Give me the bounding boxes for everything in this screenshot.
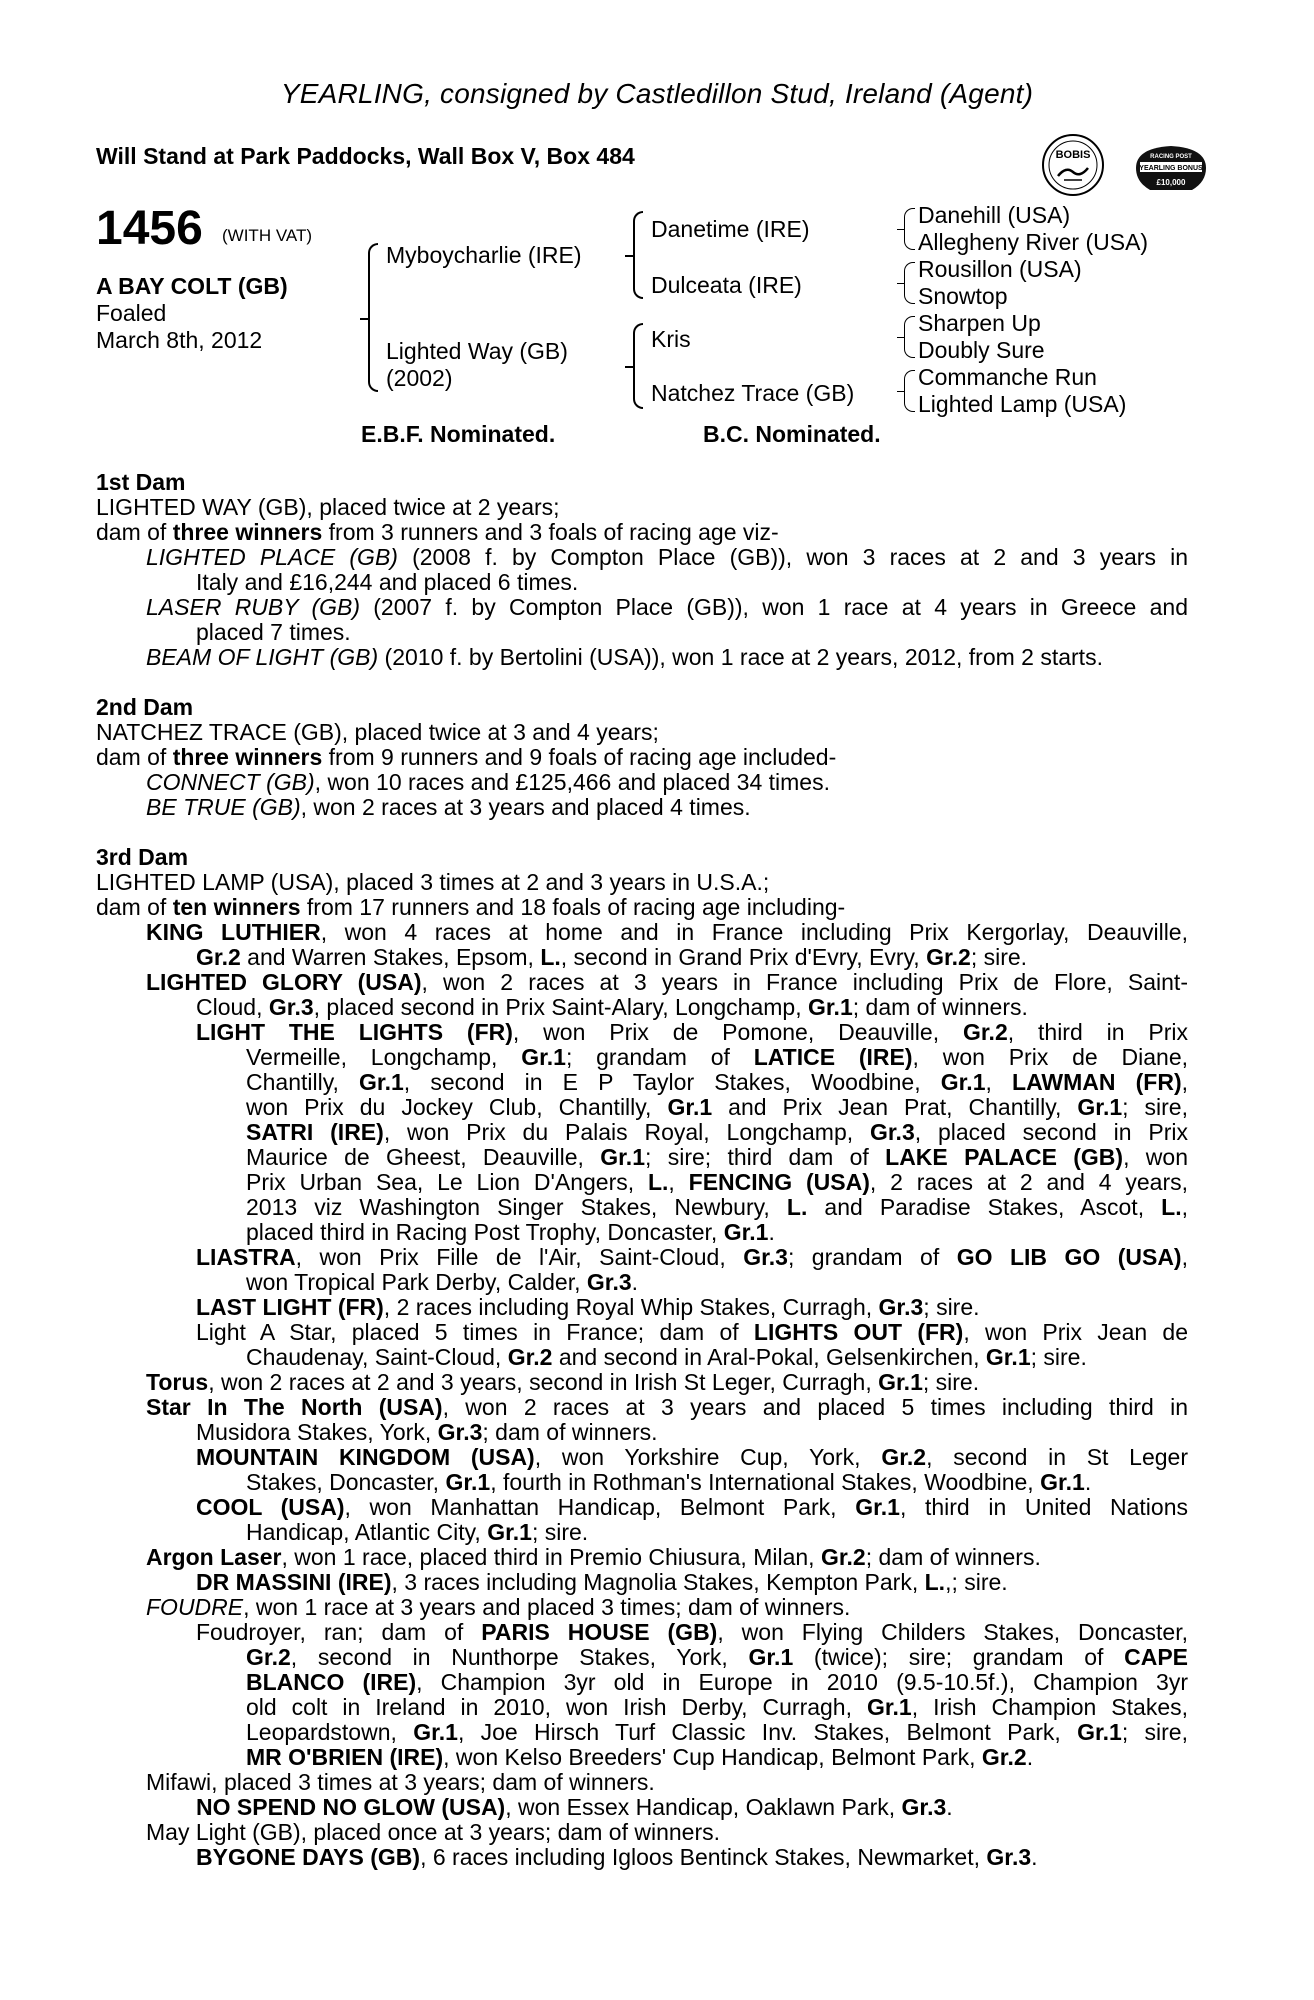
offspring-line: won Tropical Park Derby, Calder, Gr.3. (246, 1269, 639, 1295)
offspring-line: Chaudenay, Saint-Cloud, Gr.2 and second in Aral-Pokal, Gelsenkirchen, Gr.1; sire. (246, 1344, 1087, 1370)
first-dam-line: LIGHTED WAY (GB), placed twice at 2 years; (96, 494, 560, 520)
offspring-line: COOL (USA), won Manhattan Handicap, Belmont Park, Gr.1, third in United Nations (196, 1494, 1188, 1520)
g3-item: Snowtop (918, 283, 1008, 309)
bobis-text: BOBIS (1055, 149, 1091, 161)
offspring-line: Leopardstown, Gr.1, Joe Hirsch Turf Classic Inv. Stakes, Belmont Park, Gr.1; sire, (246, 1719, 1188, 1745)
sire-dam-brace (368, 243, 378, 392)
g3-item: Allegheny River (USA) (918, 229, 1149, 255)
sire: Myboycharlie (IRE) (386, 242, 582, 268)
offspring-line: Italy and £16,244 and placed 6 times. (196, 569, 579, 595)
g3-item: Danehill (USA) (918, 202, 1071, 228)
offspring-line: NO SPEND NO GLOW (USA), won Essex Handicap, Oaklawn Park, Gr.3. (196, 1794, 953, 1820)
g3-brace-2 (904, 262, 915, 304)
vat-note: (WITH VAT) (222, 226, 313, 245)
offspring-line: SATRI (IRE), won Prix du Palais Royal, Longchamp, Gr.3, placed second in Prix (246, 1119, 1189, 1145)
g3-item: Sharpen Up (918, 310, 1041, 336)
page-title: YEARLING, consigned by Castledillon Stud, Ireland (Agent) (280, 78, 1034, 109)
offspring-line: BLANCO (IRE), Champion 3yr old in Europe in 2010 (9.5-10.5f.), Champion 3yr (246, 1669, 1188, 1695)
offspring-line: LASER RUBY (GB) (2007 f. by Compton Place (GB)), won 1 race at 4 years in Greece and (146, 594, 1188, 620)
foaled-label: Foaled (96, 300, 167, 326)
offspring-line: Maurice de Gheest, Deauville, Gr.1; sire; third dam of LAKE PALACE (GB), won (246, 1144, 1188, 1170)
offspring-line: Musidora Stakes, York, Gr.3; dam of winners. (196, 1419, 658, 1445)
yearling-bonus-text: YEARLING BONUS (1139, 165, 1203, 172)
dam-sire: Kris (651, 326, 691, 352)
dam-year: (2002) (386, 365, 453, 391)
offspring-line: Handicap, Atlantic City, Gr.1; sire. (246, 1519, 589, 1545)
offspring-line: MR O'BRIEN (IRE), won Kelso Breeders' Cup Handicap, Belmont Park, Gr.2. (246, 1744, 1034, 1770)
g3-item: Lighted Lamp (USA) (918, 391, 1127, 417)
offspring-line: BYGONE DAYS (GB), 6 races including Igloos Bentinck Stakes, Newmarket, Gr.3. (196, 1844, 1038, 1870)
offspring-line: MOUNTAIN KINGDOM (USA), won Yorkshire Cup, York, Gr.2, second in St Leger (196, 1444, 1189, 1470)
dam-brace (633, 323, 643, 409)
sire-dam: Dulceata (IRE) (651, 272, 802, 298)
first-dam-line: dam of three winners from 3 runners and 3 foals of racing age viz- (96, 519, 779, 545)
g3-item: Doubly Sure (918, 337, 1045, 363)
g3-brace-3 (904, 316, 915, 358)
offspring-line: Vermeille, Longchamp, Gr.1; grandam of LATICE (IRE), won Prix de Diane, (246, 1044, 1188, 1070)
offspring-line: 2013 viz Washington Singer Stakes, Newbury, L. and Paradise Stakes, Ascot, L., (246, 1194, 1188, 1220)
yearling-bonus-logo-icon (1132, 138, 1210, 198)
offspring-line: Chantilly, Gr.1, second in E P Taylor Stakes, Woodbine, Gr.1, LAWMAN (FR), (246, 1069, 1189, 1095)
offspring-line: BEAM OF LIGHT (GB) (2010 f. by Bertolini (USA)), won 1 race at 2 years, 2012, from 2 starts. (146, 644, 1103, 670)
lot-number: 1456 (96, 202, 203, 255)
offspring-line: placed 7 times. (196, 619, 351, 645)
horse-name: A BAY COLT (GB) (96, 273, 288, 299)
offspring-line: old colt in Ireland in 2010, won Irish Derby, Curragh, Gr.1, Irish Champion Stakes, (246, 1694, 1189, 1720)
second-dam-heading: 2nd Dam (96, 694, 194, 720)
sire-brace (633, 211, 643, 299)
offspring-line: LIGHTED PLACE (GB) (2008 f. by Compton Place (GB)), won 3 races at 2 and 3 years in (146, 544, 1189, 570)
offspring-line: Gr.2 and Warren Stakes, Epsom, L., second in Grand Prix d'Evry, Evry, Gr.2; sire. (196, 944, 1028, 970)
dam-dam: Natchez Trace (GB) (651, 380, 855, 406)
offspring-line: LIGHT THE LIGHTS (FR), won Prix de Pomone, Deauville, Gr.2, third in Prix (196, 1019, 1189, 1045)
g3-item: Rousillon (USA) (918, 256, 1082, 282)
offspring-line: Cloud, Gr.3, placed second in Prix Saint-Alary, Longchamp, Gr.1; dam of winners. (196, 994, 1028, 1020)
offspring-line: Foudroyer, ran; dam of PARIS HOUSE (GB), won Flying Childers Stakes, Doncaster, (196, 1619, 1188, 1645)
third-dam-line: dam of ten winners from 17 runners and 18 foals of racing age including- (96, 894, 846, 920)
sire-sire: Danetime (IRE) (651, 216, 810, 242)
third-dam-heading: 3rd Dam (96, 844, 189, 870)
offspring-line: Mifawi, placed 3 times at 3 years; dam of winners. (146, 1769, 655, 1795)
offspring-line: DR MASSINI (IRE), 3 races including Magnolia Stakes, Kempton Park, L.,; sire. (196, 1569, 1008, 1595)
offspring-line: KING LUTHIER, won 4 races at home and in France including Prix Kergorlay, Deauville, (146, 919, 1188, 945)
stand-location: Will Stand at Park Paddocks, Wall Box V, Box 484 (96, 143, 635, 169)
offspring-line: Light A Star, placed 5 times in France; dam of LIGHTS OUT (FR), won Prix Jean de (196, 1319, 1189, 1345)
foaled-date: March 8th, 2012 (96, 327, 263, 353)
bonus-amount-text: £10,000 (1156, 178, 1186, 187)
offspring-line: Torus, won 2 races at 2 and 3 years, second in Irish St Leger, Curragh, Gr.1; sire. (146, 1369, 980, 1395)
offspring-line: LIASTRA, won Prix Fille de l'Air, Saint-Cloud, Gr.3; grandam of GO LIB GO (USA), (196, 1244, 1188, 1270)
offspring-line: Star In The North (USA), won 2 races at 3 years and placed 5 times including third in (146, 1394, 1188, 1420)
second-dam-line: NATCHEZ TRACE (GB), placed twice at 3 and 4 years; (96, 719, 659, 745)
ebf-nominated: E.B.F. Nominated. (361, 421, 556, 447)
first-dam-heading: 1st Dam (96, 469, 186, 495)
g3-item: Commanche Run (918, 364, 1097, 390)
offspring-line: placed third in Racing Post Trophy, Doncaster, Gr.1. (246, 1219, 775, 1245)
offspring-line: Prix Urban Sea, Le Lion D'Angers, L., FENCING (USA), 2 races at 2 and 4 years, (246, 1169, 1188, 1195)
g3-brace-4 (904, 370, 915, 412)
offspring-line: Argon Laser, won 1 race, placed third in Premio Chiusura, Milan, Gr.2; dam of winners. (146, 1544, 1041, 1570)
bc-nominated: B.C. Nominated. (703, 421, 881, 447)
offspring-line: FOUDRE, won 1 race at 3 years and placed 3 times; dam of winners. (146, 1594, 851, 1620)
offspring-line: BE TRUE (GB), won 2 races at 3 years and placed 4 times. (146, 794, 751, 820)
offspring-line: won Prix du Jockey Club, Chantilly, Gr.1 and Prix Jean Prat, Chantilly, Gr.1; sire, (246, 1094, 1188, 1120)
offspring-line: LIGHTED GLORY (USA), won 2 races at 3 years in France including Prix de Flore, Saint- (146, 969, 1188, 995)
second-dam-line: dam of three winners from 9 runners and 9 foals of racing age included- (96, 744, 837, 770)
offspring-line: May Light (GB), placed once at 3 years; dam of winners. (146, 1819, 720, 1845)
offspring-line: CONNECT (GB), won 10 races and £125,466 and placed 34 times. (146, 769, 830, 795)
third-dam-line: LIGHTED LAMP (USA), placed 3 times at 2 and 3 years in U.S.A.; (96, 869, 770, 895)
offspring-line: LAST LIGHT (FR), 2 races including Royal Whip Stakes, Curragh, Gr.3; sire. (196, 1294, 980, 1320)
offspring-line: Gr.2, second in Nunthorpe Stakes, York, Gr.1 (twice); sire; grandam of CAPE (246, 1644, 1188, 1670)
dam: Lighted Way (GB) (386, 338, 568, 364)
bobis-logo-icon (1040, 132, 1106, 198)
offspring-line: Stakes, Doncaster, Gr.1, fourth in Rothman's International Stakes, Woodbine, Gr.1. (246, 1469, 1092, 1495)
g3-brace-1 (904, 208, 915, 250)
racing-post-text: RACING POST (1150, 154, 1192, 160)
